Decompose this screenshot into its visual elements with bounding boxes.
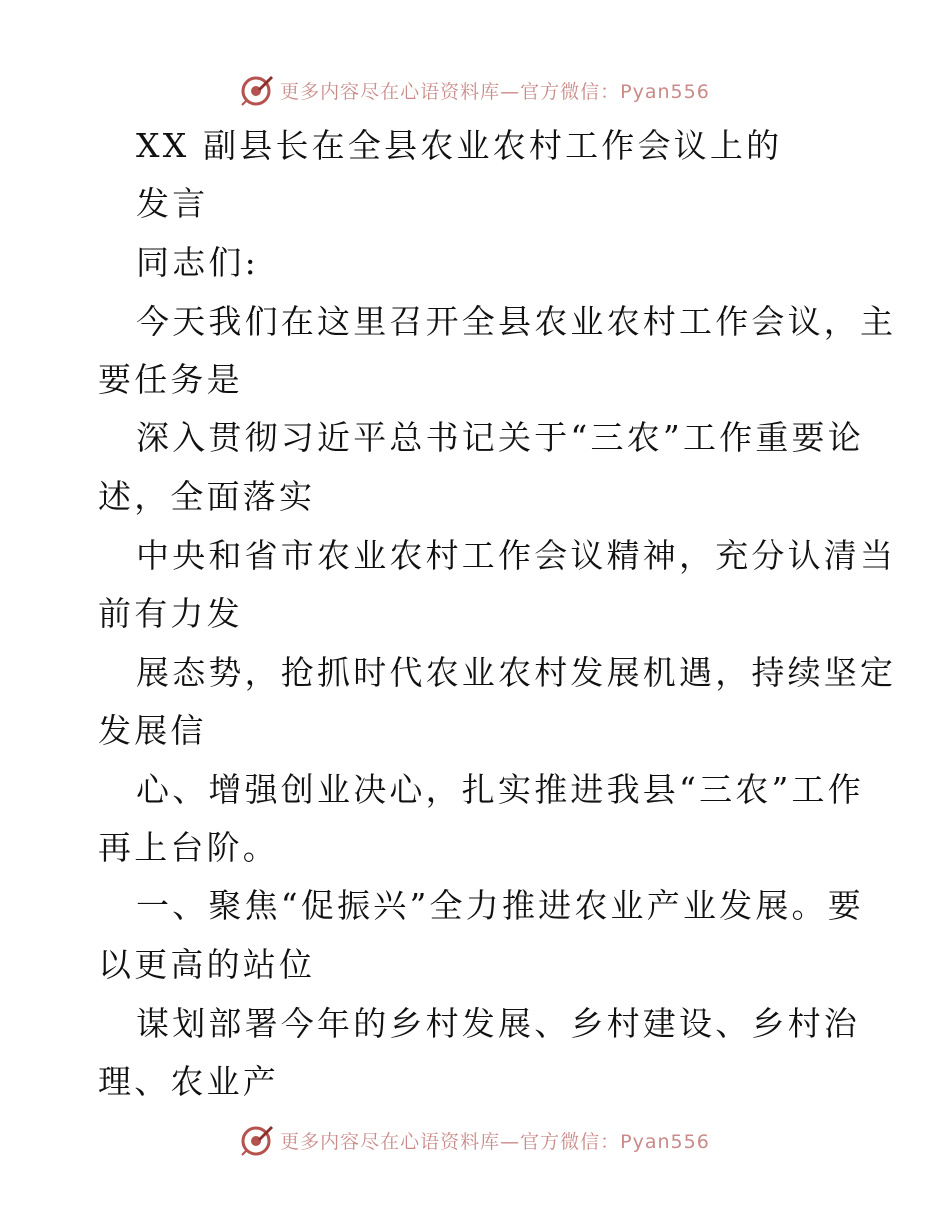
doc-line: 谋划部署今年的乡村发展、乡村建设、乡村治 xyxy=(136,1004,860,1043)
footer-watermark-banner xyxy=(0,1120,950,1160)
doc-line: 理、农业产 xyxy=(98,1062,279,1101)
doc-line: 展态势，抢抓时代农业农村发展机遇，持续坚定 xyxy=(136,653,897,692)
doc-line: 以更高的站位 xyxy=(98,945,316,984)
doc-line: 前有力发 xyxy=(98,594,243,633)
doc-line: 今天我们在这里召开全县农业农村工作会议，主 xyxy=(136,302,897,341)
doc-line: 发言 xyxy=(136,184,209,223)
footer-watermark-text: 更多内容尽在心语资料库—官方微信：Pyan556 xyxy=(280,1130,710,1153)
doc-line: 发展信 xyxy=(98,711,207,750)
quill-seal-icon xyxy=(240,1123,274,1157)
doc-line: 心、增强创业决心，扎实推进我县“三农”工作 xyxy=(136,770,864,809)
doc-line: 中央和省市农业农村工作会议精神，充分认清当 xyxy=(136,536,897,575)
doc-line: 深入贯彻习近平总书记关于“三农”工作重要论 xyxy=(136,418,864,457)
doc-line: 同志们: xyxy=(136,243,259,282)
doc-line: 述，全面落实 xyxy=(98,477,316,516)
doc-line: 一、聚焦“促振兴”全力推进农业产业发展。要 xyxy=(136,886,864,925)
doc-line: 再上台阶。 xyxy=(98,828,279,867)
doc-line: 要任务是 xyxy=(98,360,243,399)
header-watermark-text: 更多内容尽在心语资料库—官方微信：Pyan556 xyxy=(280,80,710,103)
doc-line: XX 副县长在全县农业农村工作会议上的 xyxy=(136,126,783,165)
